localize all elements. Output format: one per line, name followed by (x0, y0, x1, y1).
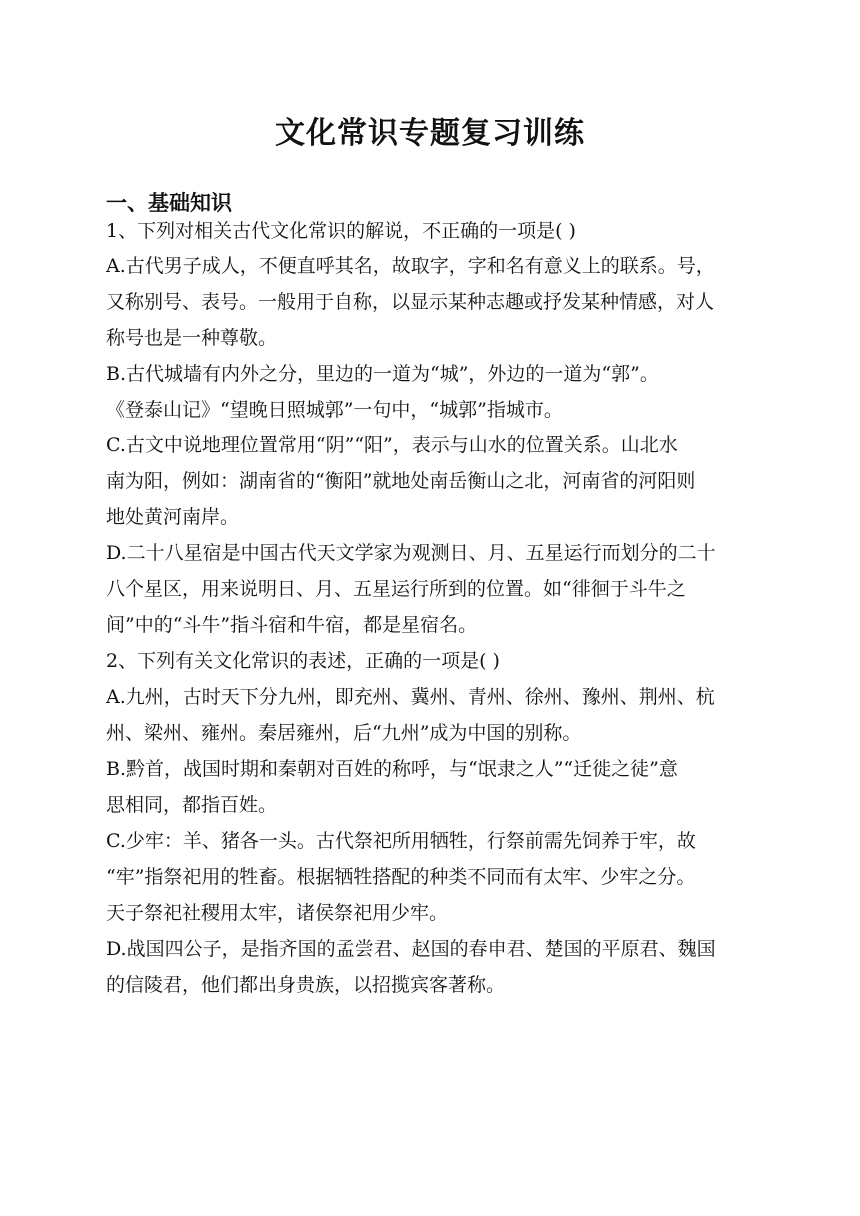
q1-option-d-line-1: D.二十八星宿是中国古代天文学家为观测日、月、五星运行而划分的二十 (106, 542, 716, 564)
q1-option-a-line-1: A.古代男子成人，不便直呼其名，故取字，字和名有意义上的联系。号， (106, 255, 715, 277)
q1-option-a-line-2: 又称别号、表号。一般用于自称，以显示某种志趣或抒发某种情感，对人 (106, 291, 715, 313)
q2-stem: 2、下列有关文化常识的表述，正确的一项是( ) (106, 650, 500, 672)
section-heading: 一、基础知识 (106, 191, 232, 215)
document-title: 文化常识专题复习训练 (275, 116, 585, 151)
q2-option-a-line-2: 州、梁州、雍州。秦居雍州，后“九州”成为中国的别称。 (106, 722, 582, 744)
q2-option-d-line-1: D.战国四公子，是指齐国的孟尝君、赵国的春申君、楚国的平原君、魏国 (106, 938, 716, 960)
q1-option-b-line-2: 《登泰山记》“望晚日照城郭”一句中，“城郭”指城市。 (106, 399, 563, 421)
q2-option-c-line-1: C.少牢：羊、猪各一头。古代祭祀所用牺牲，行祭前需先饲养于牢，故 (106, 830, 696, 852)
q2-option-c-line-2: “牢”指祭祀用的牲畜。根据牺牲搭配的种类不同而有太牢、少牢之分。 (106, 866, 696, 888)
q1-option-a-line-3: 称号也是一种尊敬。 (106, 327, 278, 349)
q1-option-c-line-2: 南为阳，例如：湖南省的“衡阳”就地处南岳衡山之北，河南省的河阳则 (106, 470, 696, 492)
q2-option-d-line-2: 的信陵君，他们都出身贵族，以招揽宾客著称。 (106, 974, 506, 996)
document-body (106, 214, 754, 1004)
q1-option-c-line-1: C.古文中说地理位置常用“阴”“阳”，表示与山水的位置关系。山北水 (106, 434, 678, 456)
q1-stem: 1、下列对相关古代文化常识的解说，不正确的一项是( ) (106, 220, 576, 242)
q2-option-b-line-2: 思相同，都指百姓。 (106, 794, 278, 816)
q2-option-c-line-3: 天子祭祀社稷用太牢，诸侯祭祀用少牢。 (106, 902, 449, 924)
q1-option-b-line-1: B.古代城墙有内外之分，里边的一道为“城”，外边的一道为“郭”。 (106, 363, 659, 385)
q1-option-d-line-2: 八个星区，用来说明日、月、五星运行所到的位置。如“徘徊于斗牛之 (106, 578, 686, 600)
q2-option-b-line-1: B.黔首，战国时期和秦朝对百姓的称呼，与“氓隶之人”“迁徙之徒”意 (106, 758, 678, 780)
q1-option-d-line-3: 间”中的“斗牛”指斗宿和牛宿，都是星宿名。 (106, 614, 478, 636)
q1-option-c-line-3: 地处黄河南岸。 (106, 506, 240, 528)
q2-option-a-line-1: A.九州，古时天下分九州，即充州、冀州、青州、徐州、豫州、荆州、杭 (106, 686, 715, 708)
